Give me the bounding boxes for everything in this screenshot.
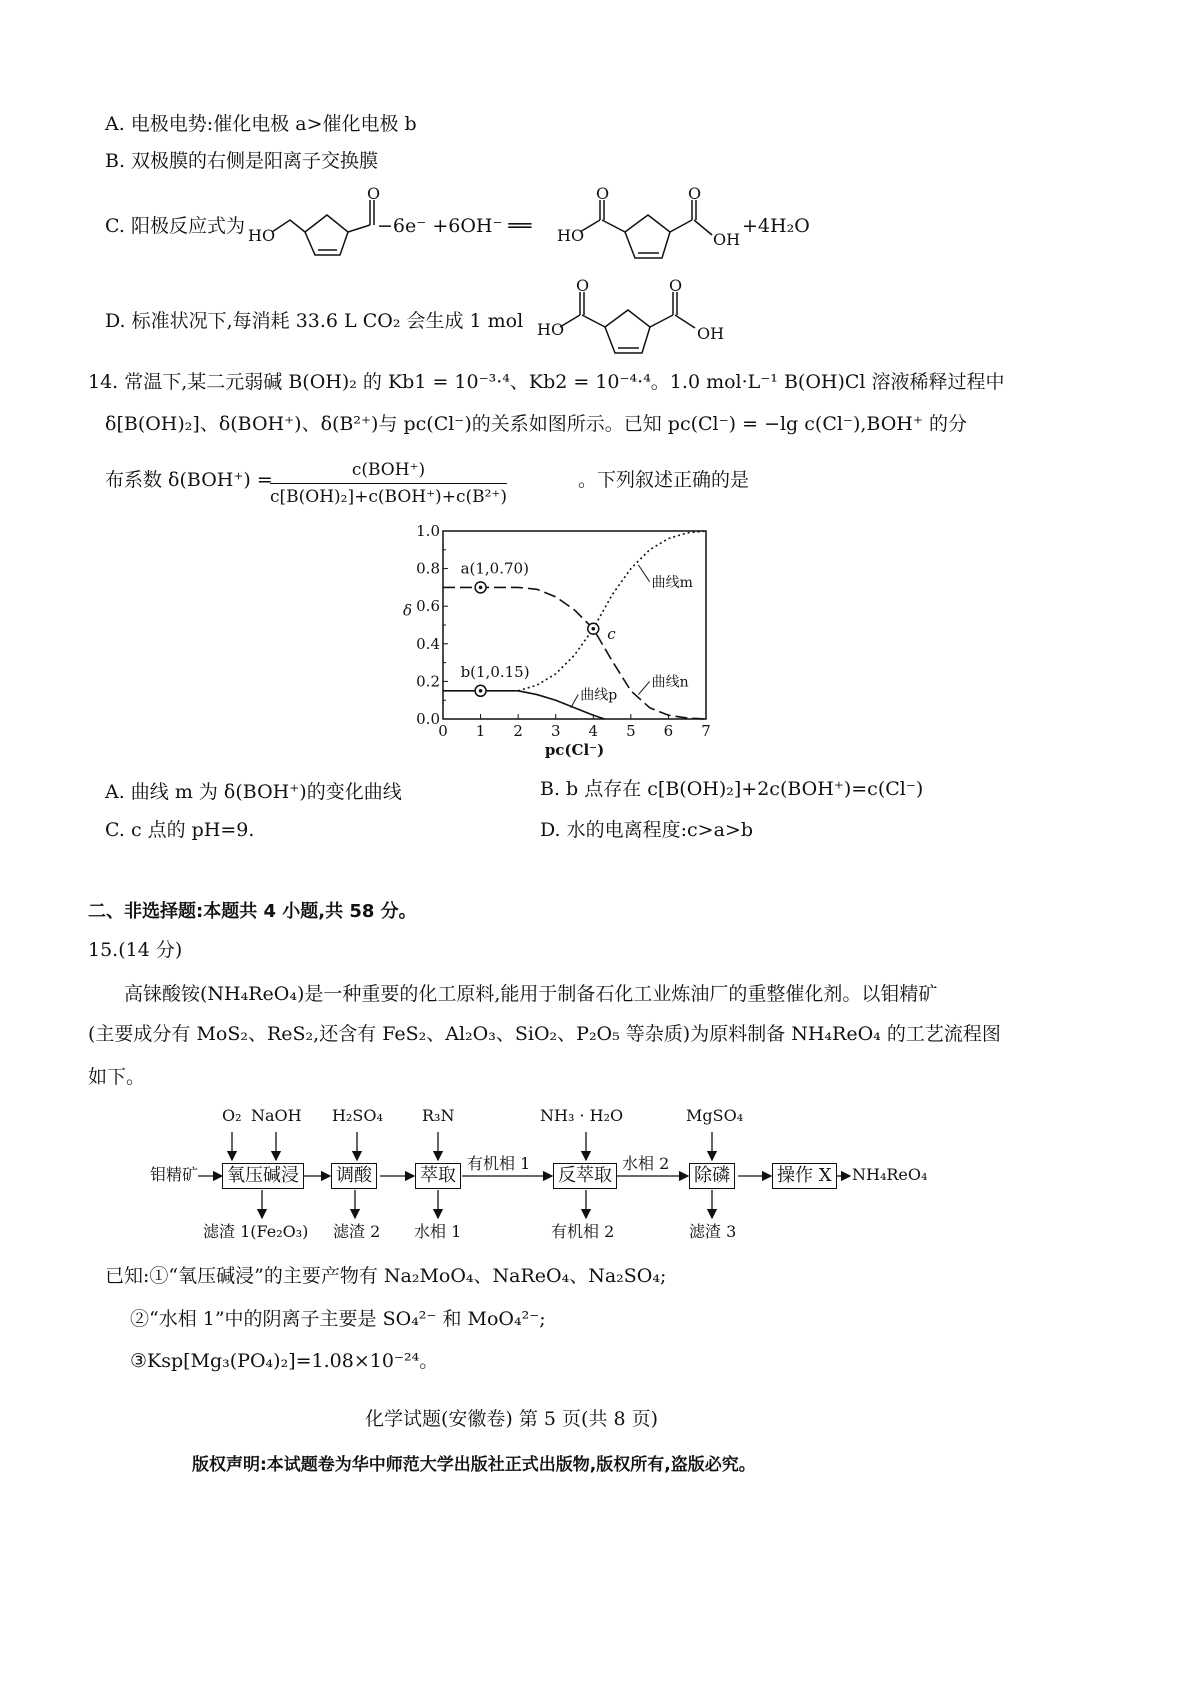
q13-option-c-mid: −6e⁻ +6OH⁻ ══ [377, 215, 532, 237]
flow-input-r3n: R₃N [422, 1106, 455, 1125]
fraction-denominator: c[B(OH)₂]+c(BOH⁺)+c(B²⁺) [270, 487, 508, 507]
x-tick-label: 5 [626, 722, 636, 740]
x-tick-label: 1 [475, 722, 486, 740]
flow-input-mgso4: MgSO₄ [686, 1106, 744, 1125]
x-tick-label: 2 [513, 722, 523, 740]
known-3: ③Ksp[Mg₃(PO₄)₂]=1.08×10⁻²⁴。 [130, 1350, 439, 1372]
y-tick-label: 1.0 [416, 522, 440, 540]
section-2-heading: 二、非选择题:本题共 4 小题,共 58 分。 [88, 901, 417, 922]
x-tick-label: 7 [701, 722, 711, 740]
x-tick-label: 6 [663, 722, 674, 740]
flow-product: NH₄ReO₄ [852, 1165, 928, 1184]
q14-option-b: B. b 点存在 c[B(OH)₂]+2c(BOH⁺)=c(Cl⁻) [540, 778, 924, 800]
copyright-notice: 版权声明:本试题卷为华中师范大学出版社正式出版物,版权所有,盗版必究。 [192, 1455, 756, 1475]
y-tick-label: 0.6 [416, 597, 440, 616]
q15-header: 15.(14 分) [88, 939, 183, 961]
flow-output-residue-1: 滤渣 1(Fe₂O₃) [203, 1222, 309, 1241]
curve-label: 曲线p [580, 687, 618, 704]
known-2: ②“水相 1”中的阴离子主要是 SO₄²⁻ 和 MoO₄²⁻; [130, 1308, 546, 1330]
flow-start: 钼精矿 [150, 1165, 199, 1184]
mol-label-o-3: O [688, 184, 702, 203]
q13-option-d: D. 标准状况下,每消耗 33.6 L CO₂ 会生成 1 mol [105, 310, 524, 332]
flow-step-dephosphorize: 除磷 [689, 1163, 735, 1189]
known-1: 已知:①“氧压碱浸”的主要产物有 Na₂MoO₄、NaReO₄、Na₂SO₄; [105, 1265, 667, 1287]
flow-step-operation-x: 操作 X [772, 1163, 837, 1189]
q13-option-c: C. 阳极反应式为 [105, 215, 245, 237]
fraction-numerator: c(BOH⁺) [270, 460, 507, 484]
q14-option-d: D. 水的电离程度:c>a>b [540, 819, 754, 841]
y-tick-label: 0.0 [416, 710, 440, 728]
flow-input-o2: O₂ [222, 1106, 242, 1125]
flow-step-extract: 萃取 [415, 1163, 461, 1189]
q14-line-3-suffix: 。下列叙述正确的是 [578, 469, 750, 491]
flow-output-aqueous-1: 水相 1 [414, 1222, 462, 1241]
flow-input-naoh: NaOH [251, 1106, 302, 1125]
x-tick-label: 0 [438, 722, 448, 740]
y-axis-label: δ [403, 601, 413, 620]
point-label: a(1,0.70) [460, 559, 529, 578]
mol-label-o-4: O [576, 276, 590, 295]
flow-stream-aqueous-2: 水相 2 [622, 1154, 670, 1173]
mol-label-oh: OH [713, 230, 741, 249]
flow-stream-organic-1: 有机相 1 [467, 1154, 531, 1173]
point-label: c [607, 624, 616, 643]
curve-label: 曲线n [651, 674, 689, 691]
flow-output-organic-2: 有机相 2 [551, 1222, 615, 1241]
q14-line-3-prefix: 布系数 δ(BOH⁺) = [105, 469, 273, 491]
mol-label-oh-2: OH [697, 324, 725, 343]
q14-option-a: A. 曲线 m 为 δ(BOH⁺)的变化曲线 [105, 781, 402, 803]
q14-line-2: δ[B(OH)₂]、δ(BOH⁺)、δ(B²⁺)与 pc(Cl⁻)的关系如图所示。已知 pc(Cl⁻) = −lg c(Cl⁻),BOH⁺ 的分 [105, 413, 967, 435]
q13-option-b: B. 双极膜的右侧是阳离子交换膜 [105, 150, 379, 172]
mol-label-ho-2: HO [557, 226, 585, 245]
q13-option-c-suffix: +4H₂O [742, 215, 810, 237]
q14-option-c: C. c 点的 pH=9. [105, 819, 255, 841]
flow-step-oxidative-leach: 氧压碱浸 [222, 1163, 304, 1189]
curve-label: 曲线m [651, 574, 693, 591]
mol-label-o-2: O [596, 184, 610, 203]
flow-step-acidify: 调酸 [331, 1163, 377, 1189]
y-tick-label: 0.4 [416, 634, 440, 653]
flow-input-ammonia: NH₃ · H₂O [540, 1106, 624, 1125]
flow-output-residue-3: 滤渣 3 [689, 1222, 737, 1241]
mol-label-o-1: O [367, 184, 381, 203]
x-tick-label: 4 [588, 722, 599, 740]
point-label: b(1,0.15) [460, 662, 530, 681]
q15-paragraph-2: (主要成分有 MoS₂、ReS₂,还含有 FeS₂、Al₂O₃、SiO₂、P₂O₅ 等杂质)为原料制备 NH₄ReO₄ 的工艺流程图 [88, 1023, 1001, 1045]
flow-input-h2so4: H₂SO₄ [332, 1106, 383, 1125]
mol-label-o-5: O [669, 276, 683, 295]
q13-option-a: A. 电极电势:催化电极 a>催化电极 b [105, 113, 417, 135]
x-axis-label: pc(Cl⁻) [544, 741, 605, 759]
flow-step-back-extract: 反萃取 [553, 1163, 617, 1189]
q15-paragraph-3: 如下。 [88, 1066, 146, 1088]
y-tick-label: 0.8 [416, 559, 440, 578]
y-tick-label: 0.2 [416, 672, 440, 691]
q15-paragraph-1: 高铼酸铵(NH₄ReO₄)是一种重要的化工原料,能用于制备石化工业炼油厂的重整催化剂。以钼精矿 [124, 983, 938, 1005]
mol-label-ho-3: HO [537, 320, 565, 339]
q14-line-1: 14. 常温下,某二元弱碱 B(OH)₂ 的 Kb1 = 10⁻³·⁴、Kb2 = 10⁻⁴·⁴。1.0 mol·L⁻¹ B(OH)Cl 溶液稀释过程中 [88, 371, 1005, 393]
x-tick-label: 3 [550, 722, 561, 740]
page-footer: 化学试题(安徽卷) 第 5 页(共 8 页) [365, 1408, 659, 1430]
flow-output-residue-2: 滤渣 2 [333, 1222, 381, 1241]
mol-label-ho: HO [248, 226, 276, 245]
